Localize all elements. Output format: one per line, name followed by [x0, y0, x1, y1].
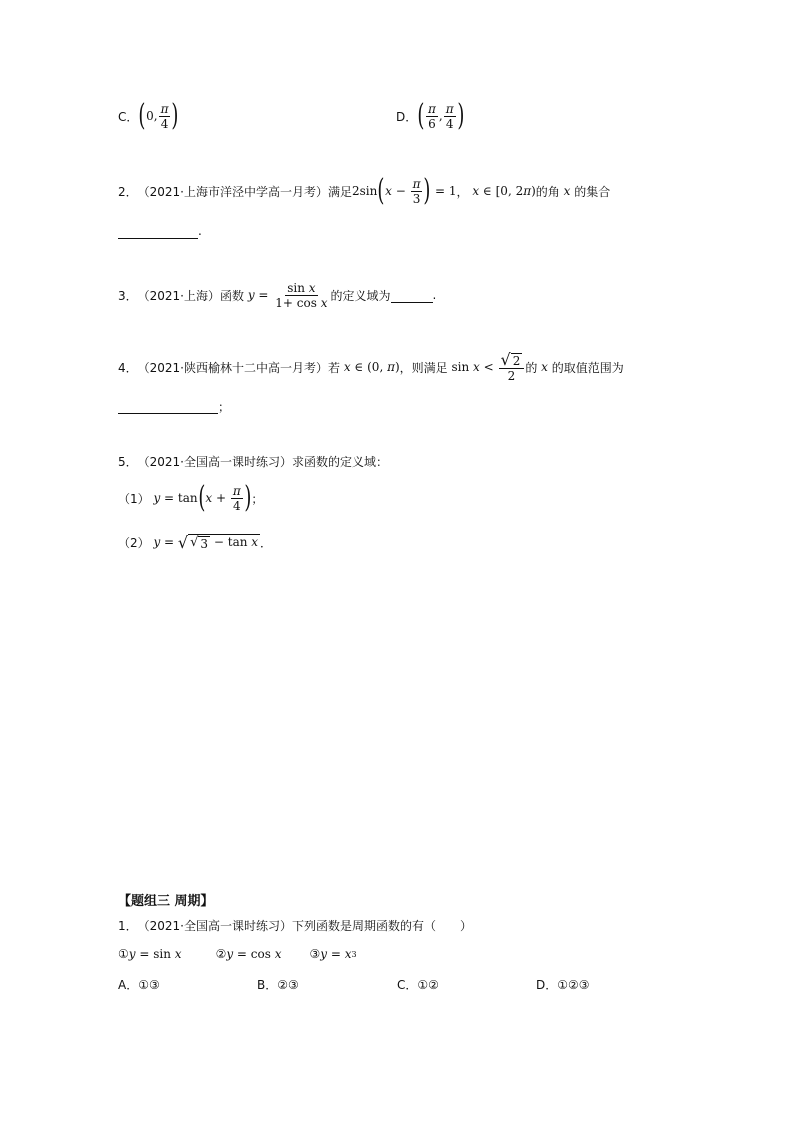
question-3: 3． （2021·上海） 函数 y = $\frac{\text{sin x}}{\text{1+ cos x}}$ 的定义域为 . [118, 280, 437, 310]
options-row [118, 975, 638, 993]
fraction: $\frac{\pi}{3}$ [412, 176, 421, 206]
fraction: $\frac{\pi}{4}$ [445, 101, 454, 131]
option-a[interactable]: A．①③ [118, 977, 160, 992]
fraction: $\frac{\text{sin x}}{\text{1+ cos x}}$ [275, 280, 328, 310]
option-d: D． ( $\frac{\pi}{6}$ , $\frac{\pi}{4}$ ) [396, 98, 464, 133]
option-c: C． ( 0, $\frac{\pi}{4}$ ) [118, 98, 179, 133]
fraction: $\frac{\pi}{4}$ [232, 483, 241, 513]
section-heading: 【题组三 周期】 [118, 893, 214, 909]
answer-blank[interactable] [391, 288, 433, 303]
answer-blank[interactable] [118, 399, 218, 414]
question-2: 2． （2021·上海市洋泾中学高一月考） 满足 2sin ( x − $\frac{\pi}{3}$ ) = 1 ， x ∈ [0, 2 π ) 的角 x 的集合 [118, 173, 611, 208]
question-source: （2021·陕西榆林十二中高一月考） [137, 360, 328, 375]
answer-blank[interactable] [118, 224, 198, 239]
fraction: $\frac{\pi}{6}$ [427, 101, 436, 131]
question-number: 3． [118, 288, 138, 303]
question-source: （2021·上海） [137, 288, 220, 303]
function-list: ① y = sin x ② y = cos x ③ y = x 3 [118, 947, 357, 961]
question-number: 1． [118, 918, 138, 933]
square-root: √ √ 3 − tan x [177, 532, 259, 552]
section3-question-1: 1． （2021·全国高一课时练习） 下列函数是周期函数的有（ ） [118, 918, 473, 933]
question-5-part-2: （2） y = √ √ 3 − tan x ． [118, 532, 273, 552]
answer-blank-line: ； [118, 397, 230, 415]
question-number: 2． [118, 184, 138, 199]
question-4: 4． （2021·陕西榆林十二中高一月考） 若 x ∈ (0, π ) ，则满足 sin x < √ 2 2 的 x 的取值范围为 [118, 349, 624, 383]
option-d-label: D． [396, 109, 418, 124]
question-5-part-1: （1） y = tan ( x + $\frac{\pi}{4}$ ) ； [118, 480, 264, 515]
answer-blank-line: . [118, 222, 202, 240]
question-source: （2021·上海市洋泾中学高一月考） [137, 184, 328, 199]
option-b[interactable]: B．②③ [257, 977, 299, 992]
fraction: √ 2 2 [499, 352, 525, 383]
question-source: （2021·全国高一课时练习） [137, 918, 292, 933]
question-source: （2021·全国高一课时练习） [137, 454, 292, 469]
fraction: $\frac{\pi}{4}$ [160, 101, 169, 131]
question-number: 4． [118, 360, 138, 375]
option-c-label: C． [118, 109, 139, 124]
question-5: 5． （2021·全国高一课时练习） 求函数的定义域： [118, 454, 389, 469]
option-d[interactable]: D．①②③ [536, 977, 590, 992]
option-c[interactable]: C．①② [397, 977, 439, 992]
question-number: 5． [118, 454, 138, 469]
